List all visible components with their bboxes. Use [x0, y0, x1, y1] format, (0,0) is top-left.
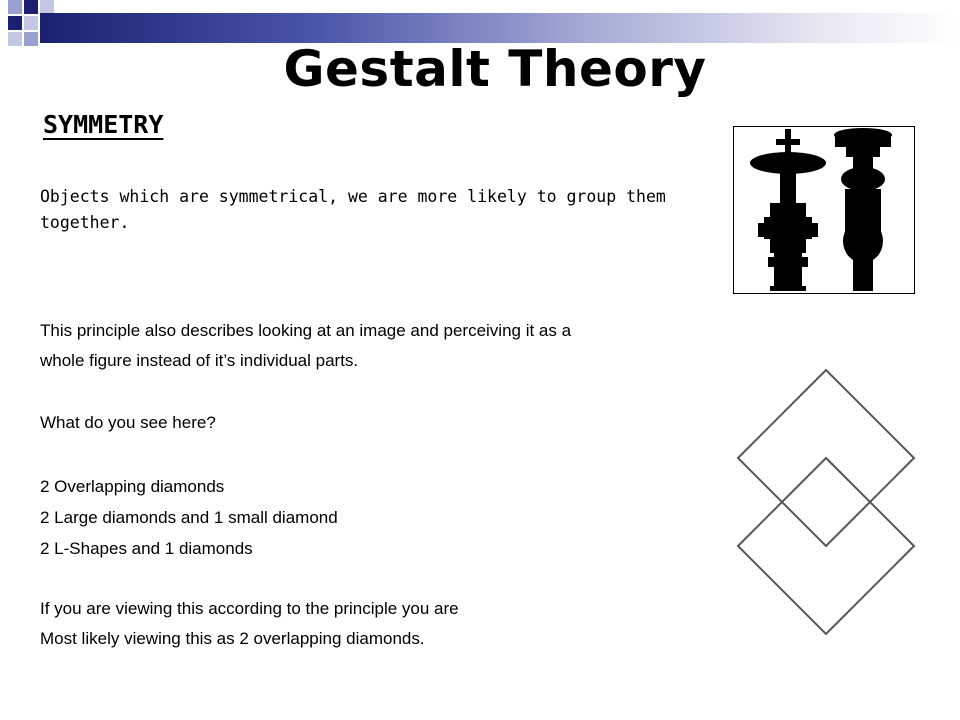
conclusion-line-1: If you are viewing this according to the principle you are — [40, 599, 459, 618]
question-line: What do you see here? — [40, 413, 216, 432]
conclusion-line-2: Most likely viewing this as 2 overlapping diamonds. — [40, 629, 425, 648]
symmetry-silhouettes-figure — [733, 126, 915, 294]
section-heading: SYMMETRY — [43, 110, 164, 139]
option-line-3: 2 L-Shapes and 1 diamonds — [40, 539, 253, 558]
option-line-1: 2 Overlapping diamonds — [40, 477, 225, 496]
option-line-2: 2 Large diamonds and 1 small diamond — [40, 508, 338, 527]
body-line-1: This principle also describes looking at an image and perceiving it as a — [40, 321, 572, 340]
intro-text: Objects which are symmetrical, we are more likely to group them together. — [40, 187, 666, 232]
body-line-2: whole figure instead of it’s individual parts. — [40, 351, 359, 370]
slide-title: Gestalt Theory — [283, 40, 707, 98]
overlapping-diamonds-figure — [730, 360, 930, 650]
title-gradient-bar — [40, 13, 960, 43]
